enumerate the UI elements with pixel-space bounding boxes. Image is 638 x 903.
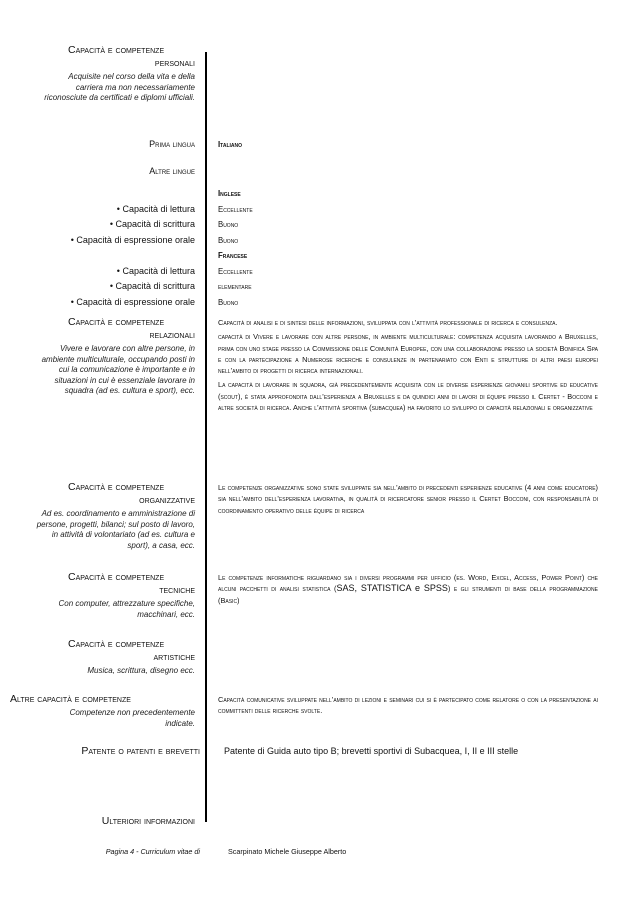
section-technical-heading — [40, 571, 195, 620]
relational-body — [218, 317, 598, 413]
text-run: ) e gli strumenti di base della programmazione (Basic) — [218, 584, 598, 605]
language-name: Francese — [218, 251, 248, 260]
paragraph: La capacità di lavorare in squadra, già precedentemente acquisita con le diverse esperienze giovanili sportive ed educative (scout), è stata approfondita dall’esperienza a Bruxelles e da quindici anni di lavori di équipe presso il Certet - Bocconi e altre società di ricerca. Anche l’attività sportiva (subacquea) ha favorito lo sviluppo di capacità relazionali e organizzative — [218, 380, 598, 413]
text-run: Le competenze informatiche riguardano sia i diversi programmi per ufficio (es. Word, Excel, Access, Power Point) che alcuni pacchetti di analisi statistica ( — [218, 573, 598, 594]
section-description: Musica, scrittura, disegno ecc. — [87, 666, 195, 675]
paragraph: capacità di Vivere e lavorare con altre persone, in ambiente multiculturale: competenza acquisita lavorando a Bruxelles, prima con uno stage presso la Commissione delle Comunità Europee, con una collaborazione presso la società Bonifica Spa e con la partecipazione a Numerose ricerche e consulenze in partenariato con Enti e strutture di altri paesi europei nell’ambito di progetti di ricerca internazionali. — [218, 332, 598, 376]
footer-page-label: Pagina 4 - Curriculum vitae di — [105, 847, 200, 856]
section-further-title: Ulteriori informazioni — [101, 815, 195, 827]
section-description: Acquisite nel corso della vita e della carriera ma non necessariamente riconosciute da certificati e diplomi ufficiali. — [44, 72, 195, 102]
section-other-heading — [10, 693, 195, 729]
language-skill-label: • Capacità di scrittura — [109, 219, 195, 229]
paragraph: Capacità di analisi e di sintesi delle informazioni, sviluppata con l’attività professionale di ricerca e consulenza. — [218, 318, 558, 327]
language-skill-label: • Capacità di espressione orale — [70, 296, 195, 307]
section-title: tecniche — [159, 584, 195, 596]
column-divider — [205, 52, 207, 822]
language-skill-label: • Capacità di scrittura — [109, 281, 195, 291]
section-artistic-heading — [40, 638, 195, 677]
section-title: Capacità e competenze — [68, 44, 165, 56]
mother-tongue-label: Prima lingua — [149, 139, 195, 149]
other-body: Capacità comunicative sviluppate nell’ambito di lezioni e seminari cui si è partecipato come relatore o con la presentazione ai committenti delle ricerche svolte. — [218, 695, 598, 716]
section-description: Competenze non precedentemente indicate. — [69, 708, 195, 728]
section-title: relazionali — [149, 329, 195, 341]
language-skill-value: Buono — [218, 297, 239, 307]
section-title: artistiche — [153, 651, 195, 663]
section-title: Capacità e competenze — [68, 571, 165, 583]
license-body: Patente di Guida auto tipo B; brevetti sportivi di Subacquea, I, II e III stelle — [224, 746, 519, 756]
footer-name: Scarpinato Michele Giuseppe Alberto — [228, 847, 347, 856]
section-description: Vivere e lavorare con altre persone, in ambiente multiculturale, occupando posti in cui la comunicazione è importante e in situazioni in cui è essenziale lavorare in squadra (ad es. cultura e sport), ecc. — [41, 344, 195, 395]
technical-body — [218, 572, 598, 606]
section-title: Altre capacità e competenze — [10, 693, 131, 705]
language-skill-value: elementare — [218, 282, 252, 291]
language-skill-value: Eccellente — [218, 204, 253, 214]
language-skill-label: • Capacità di lettura — [116, 203, 195, 214]
section-title: Capacità e competenze — [68, 316, 165, 328]
language-skill-value: Eccellente — [218, 266, 253, 276]
section-title: Capacità e competenze — [68, 481, 165, 493]
section-relational-heading — [40, 316, 195, 397]
section-description: Ad es. coordinamento e amministrazione di persone, progetti, bilanci; sul posto di lavoro, in attività di volontariato (ad es. cultura e sport), a casa, ecc. — [36, 509, 195, 550]
language-skill-label: • Capacità di espressione orale — [70, 234, 195, 245]
mother-tongue-value: Italiano — [218, 140, 243, 149]
language-name: Inglese — [218, 189, 241, 198]
other-languages-label: Altre lingue — [149, 166, 195, 176]
language-skill-label: • Capacità di lettura — [116, 265, 195, 276]
section-title: Capacità e competenze — [68, 638, 165, 650]
section-description: Con computer, attrezzature specifiche, macchinari, ecc. — [58, 599, 195, 619]
section-title: organizzative — [139, 494, 195, 506]
section-organizational-heading — [36, 481, 195, 551]
language-skill-value: Buono — [218, 235, 239, 245]
text-run-highlight: SAS, STATISTICA e SPSS — [336, 583, 448, 594]
organizational-body: Le competenze organizzative sono state sviluppate sia nell’ambito di precedenti esperienze educative (4 anni come educatore) sia nell’ambito dell’esperienza lavorativa, in qualità di ricercatore senior presso il Certet Bocconi, con responsabilità di coordinamento operativo delle équipe di ricerca — [218, 483, 598, 515]
section-personal-heading — [40, 44, 195, 104]
section-title: personali — [154, 57, 195, 69]
language-skill-value: Buono — [218, 220, 239, 229]
section-license-title: Patente o patenti e brevetti — [81, 745, 200, 757]
